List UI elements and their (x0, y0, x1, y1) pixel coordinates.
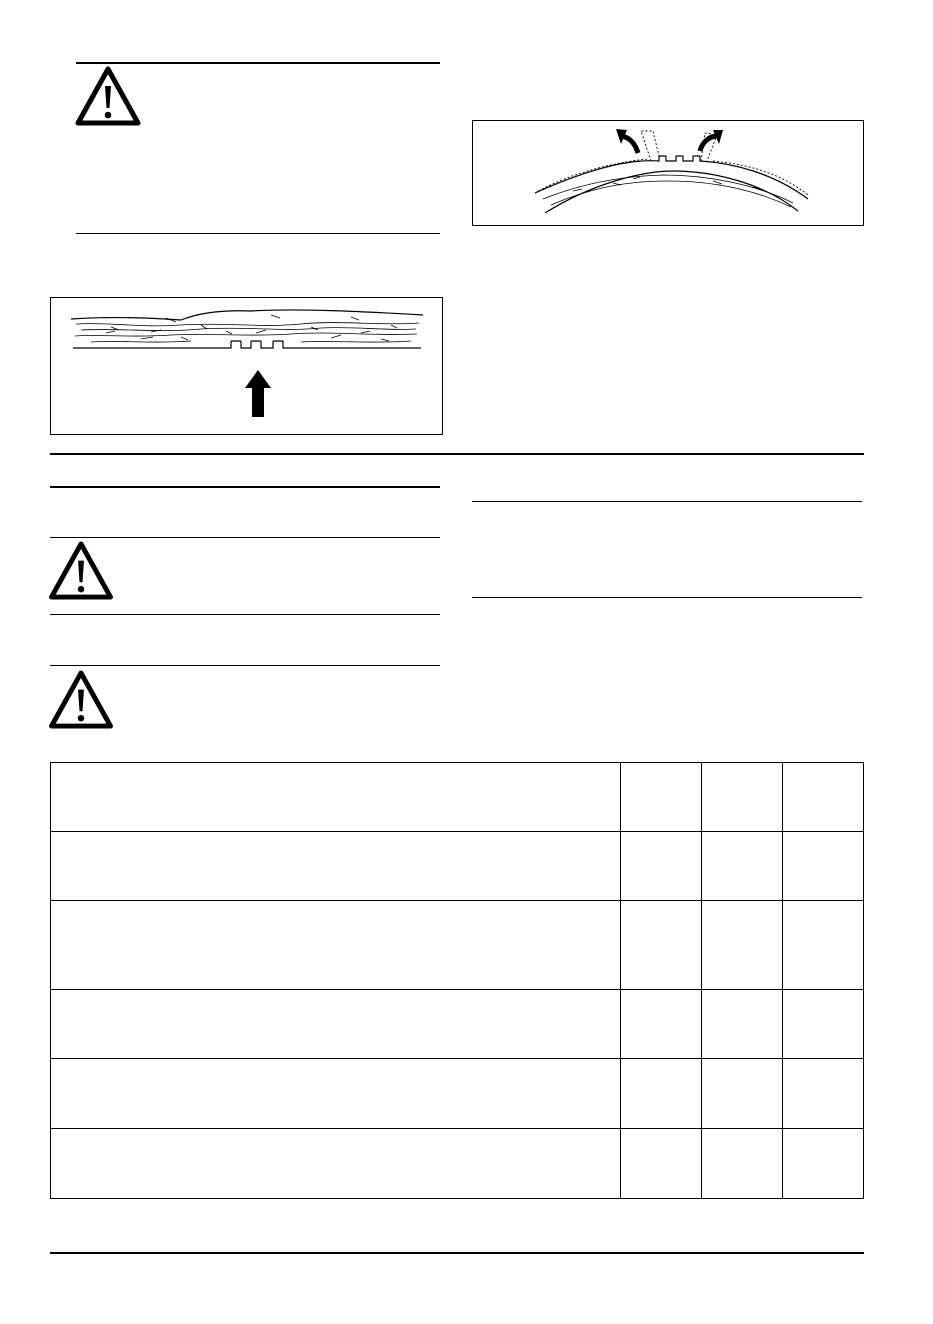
table-cell (621, 1129, 702, 1199)
table-row (51, 832, 864, 901)
table-cell (621, 990, 702, 1059)
warning-triangle-icon (48, 670, 114, 729)
table-cell (621, 1059, 702, 1129)
table-cell (51, 1059, 621, 1129)
bar-bend-figure (472, 120, 864, 226)
table-cell (702, 1129, 783, 1199)
table-cell (621, 901, 702, 990)
table-cell (783, 901, 864, 990)
bar-bend-drawing (473, 121, 862, 224)
table-header-cell (51, 763, 621, 832)
warning-bottom-rule (76, 233, 440, 234)
table-header-cell (783, 763, 864, 832)
table-cell (783, 1059, 864, 1129)
bar-notch-figure (50, 297, 443, 435)
table-header-cell (621, 763, 702, 832)
footer-rule (50, 1252, 864, 1254)
table-cell (702, 1059, 783, 1129)
curved-arrow-icon (616, 129, 723, 153)
table-row (51, 901, 864, 990)
table-cell (702, 901, 783, 990)
table-cell (51, 1129, 621, 1199)
warning-2-top-rule (50, 537, 440, 538)
table-header-row (51, 763, 864, 832)
table-cell (702, 832, 783, 901)
note-bottom-rule (472, 597, 862, 598)
table-row (51, 990, 864, 1059)
maintenance-table (50, 762, 864, 1199)
warning-triangle-icon (48, 541, 114, 600)
bar-notch-drawing (51, 298, 441, 433)
warning-triangle-icon (75, 66, 141, 126)
table-header-cell (702, 763, 783, 832)
table-row (51, 1059, 864, 1129)
left-block-rule-1 (50, 486, 440, 488)
warning-3-top-rule (50, 665, 440, 666)
section-rule-top (50, 453, 864, 455)
table-cell (51, 990, 621, 1059)
table-cell (783, 832, 864, 901)
arrow-up-icon (245, 370, 271, 417)
table-cell (51, 901, 621, 990)
table-cell (51, 832, 621, 901)
warning-2-bottom-rule (50, 614, 440, 615)
table-cell (702, 990, 783, 1059)
table-cell (783, 1129, 864, 1199)
table-cell (621, 832, 702, 901)
table-cell (783, 990, 864, 1059)
note-top-rule (472, 501, 862, 502)
table-row (51, 1129, 864, 1199)
warning-top-rule (76, 62, 440, 64)
